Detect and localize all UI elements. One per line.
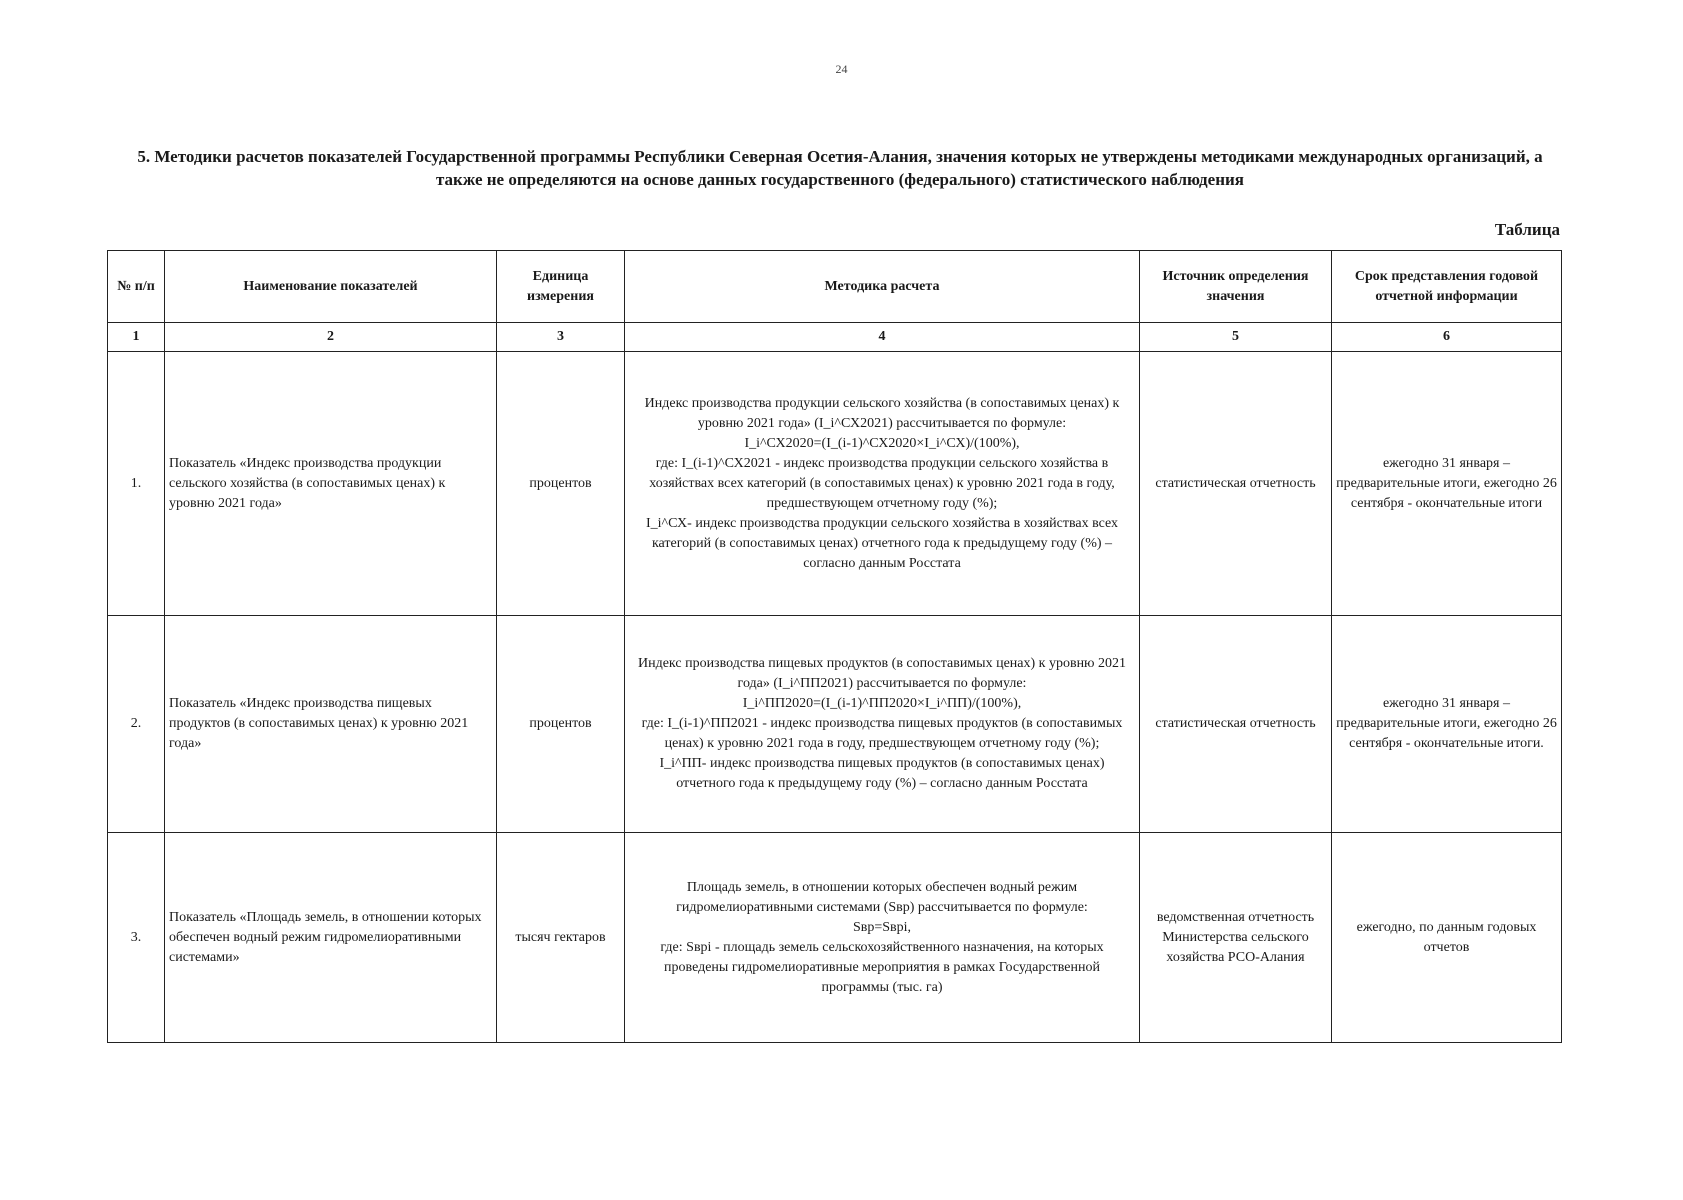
column-number-row bbox=[108, 323, 1562, 352]
method-formula: Sвр=Sвpi, bbox=[852, 919, 912, 935]
deadline-cell: ежегодно 31 января – предварительные итоги, ежегодно 26 сентября - окончательные итоги. bbox=[1332, 616, 1562, 833]
method-line: где: I_(i-1)^ПП2021 - индекс производства пищевых продуктов (в сопоставимых ценах) к уровню 2021 года в году, предшествующем отчетному году (%); bbox=[641, 716, 1123, 751]
header-unit: Единица измерения bbox=[497, 251, 625, 323]
method-cell bbox=[625, 833, 1140, 1043]
header-row bbox=[108, 251, 1562, 323]
unit-cell: процентов bbox=[497, 352, 625, 616]
indicators-table bbox=[107, 250, 1562, 1043]
column-number: 5 bbox=[1140, 323, 1332, 352]
deadline-cell: ежегодно 31 января – предварительные итоги, ежегодно 26 сентября - окончательные итоги bbox=[1332, 352, 1562, 616]
indicator-name: Показатель «Площадь земель, в отношении которых обеспечен водный режим гидромелиоративными системами» bbox=[165, 833, 497, 1043]
header-source: Источник определения значения bbox=[1140, 251, 1332, 323]
header-name: Наименование показателей bbox=[165, 251, 497, 323]
source-cell: статистическая отчетность bbox=[1140, 352, 1332, 616]
indicator-name: Показатель «Индекс производства пищевых продуктов (в сопоставимых ценах) к уровню 2021 года» bbox=[165, 616, 497, 833]
source-cell: ведомственная отчетность Министерства сельского хозяйства РСО-Алания bbox=[1140, 833, 1332, 1043]
column-number: 2 bbox=[165, 323, 497, 352]
section-title: 5. Методики расчетов показателей Государственной программы Республики Северная Осетия-Алания, значения которых не утверждены методиками международных организаций, а также не определяются на основе данных государственного (федерального) статистического наблюдения bbox=[137, 147, 1543, 189]
column-number: 3 bbox=[497, 323, 625, 352]
row-number: 3. bbox=[108, 833, 165, 1043]
unit-cell: процентов bbox=[497, 616, 625, 833]
column-number: 4 bbox=[625, 323, 1140, 352]
indicator-name: Показатель «Индекс производства продукции сельского хозяйства (в сопоставимых ценах) к уровню 2021 года» bbox=[165, 352, 497, 616]
header-num: № п/п bbox=[108, 251, 165, 323]
column-number: 1 bbox=[108, 323, 165, 352]
table-row bbox=[108, 352, 1562, 616]
deadline-cell: ежегодно, по данным годовых отчетов bbox=[1332, 833, 1562, 1043]
page-number: 24 bbox=[835, 62, 848, 76]
table-caption: Таблица bbox=[1494, 220, 1560, 239]
row-number: 2. bbox=[108, 616, 165, 833]
header-deadline: Срок представления годовой отчетной информации bbox=[1332, 251, 1562, 323]
table-row bbox=[108, 833, 1562, 1043]
unit-cell: тысяч гектаров bbox=[497, 833, 625, 1043]
method-cell bbox=[625, 616, 1140, 833]
method-line: Индекс производства пищевых продуктов (в сопоставимых ценах) к уровню 2021 года» (I_i^ПП2021) рассчитывается по формуле: bbox=[637, 656, 1127, 691]
method-line: где: I_(i-1)^СХ2021 - индекс производства продукции сельского хозяйства в хозяйствах всех категорий (в сопоставимых ценах) к уровню 2021 года в году, предшествующем отчетному году (%); bbox=[649, 455, 1115, 511]
method-line: где: Sвpi - площадь земель сельскохозяйственного назначения, на которых проведены гидромелиоративные мероприятия в рамках Государственной программы (тыс. га) bbox=[660, 939, 1104, 995]
table-row bbox=[108, 616, 1562, 833]
method-line: Площадь земель, в отношении которых обеспечен водный режим гидромелиоративными системами (Sвр) рассчитывается по формуле: bbox=[676, 879, 1088, 915]
row-number: 1. bbox=[108, 352, 165, 616]
header-method: Методика расчета bbox=[625, 251, 1140, 323]
source-cell: статистическая отчетность bbox=[1140, 616, 1332, 833]
method-line: I_i^ПП- индекс производства пищевых продуктов (в сопоставимых ценах) отчетного года к предыдущему году (%) – согласно данным Росстата bbox=[659, 756, 1105, 791]
method-formula: I_i^ПП2020=(I_(i-1)^ПП2020×I_i^ПП)/(100%), bbox=[742, 696, 1022, 711]
column-number: 6 bbox=[1332, 323, 1562, 352]
method-line: Индекс производства продукции сельского хозяйства (в сопоставимых ценах) к уровню 2021 года» (I_i^СХ2021) рассчитывается по формуле: bbox=[644, 395, 1120, 431]
method-cell bbox=[625, 352, 1140, 616]
method-formula: I_i^СХ2020=(I_(i-1)^СХ2020×I_i^СХ)/(100%), bbox=[744, 435, 1020, 451]
method-line: I_i^СХ- индекс производства продукции сельского хозяйства в хозяйствах всех категорий (в сопоставимых ценах) отчетного года к предыдущему году (%) – согласно данным Росстата bbox=[645, 515, 1119, 571]
